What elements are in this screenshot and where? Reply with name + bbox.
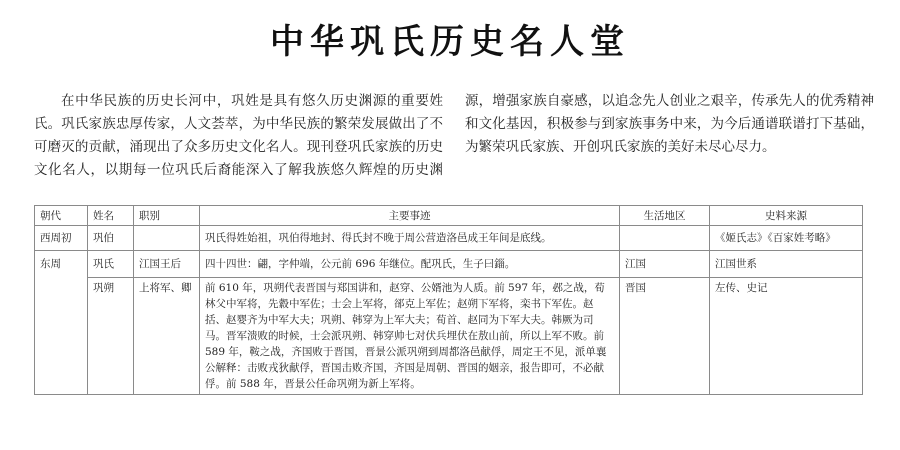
table-row: [35, 226, 863, 251]
table-header-row: [35, 206, 863, 226]
cell-source: 江国世系: [710, 251, 863, 278]
page-title: 中华巩氏历史名人堂: [270, 22, 630, 62]
header-events: 主要事迹: [200, 206, 620, 226]
table-row: [35, 251, 863, 278]
cell-events: 四十四世：翩，字仲端，公元前 696 年继位。配巩氏，生子曰錙。: [200, 251, 620, 278]
cell-region: 江国: [620, 251, 710, 278]
header-source: 史料来源: [710, 206, 863, 226]
cell-events: 前 610 年，巩朔代表晋国与郑国讲和，赵穿、公婿池为人质。前 597 年，邲之战，荀林父中军将，先縠中军佐；士会上军将，郤克上军佐；赵朔下军将，栾书下军佐。赵括、赵婴齐为中军大夫；巩朔、韩穿为上军大夫；荀首、赵同为下军大夫。韩厥为司马。晋军溃败的时候，士会派巩朔、韩穿帅七对伏兵埋伏在敖山前，所以上军不败。前 589 年，鞍之战，齐国败于晋国，晋景公派巩朔到周都洛邑献俘，周定王不见，派单襄公解释：击败戎狄献俘，晋国击败齐国，齐国是周朝、晋国的姻亲，报告即可，不必献俘。前 588 年，晋景公任命巩朔为新上军将。: [200, 278, 620, 395]
cell-title: [134, 226, 200, 251]
intro-text: [34, 90, 874, 190]
famous-people-table: [34, 205, 863, 395]
cell-name: 巩氏: [88, 251, 134, 278]
cell-dynasty: 东周: [35, 251, 88, 395]
header-name: 姓名: [88, 206, 134, 226]
intro-paragraph: 在中华民族的历史长河中，巩姓是具有悠久历史渊源的重要姓氏。巩氏家族忠厚传家，人文荟萃，为中华民族的繁荣发展做出了不可磨灭的贡献，涌现出了众多历史文化名人。现刊登巩氏家族的历史文化名人，以期每一位巩氏后裔能深入了解我族悠久辉煌的历史渊源，增强家族自豪感，以追念先人创业之艰辛，传承先人的优秀精神和文化基因，积极参与到家族事务中来，为今后通谱联谱打下基础，为繁荣巩氏家族、开创巩氏家族的美好未尽心尽力。: [34, 93, 874, 178]
cell-source: 《姬氏志》《百家姓考略》: [710, 226, 863, 251]
cell-title: 上将军、卿: [134, 278, 200, 395]
header-title: 职别: [134, 206, 200, 226]
cell-events: 巩氏得姓始祖，巩伯得地封、得氏封不晚于周公营造洛邑成王年间是底线。: [200, 226, 620, 251]
header-region: 生活地区: [620, 206, 710, 226]
table-row: [35, 278, 863, 395]
cell-region: [620, 226, 710, 251]
cell-dynasty: 西周初: [35, 226, 88, 251]
header-dynasty: 朝代: [35, 206, 88, 226]
cell-name: 巩朔: [88, 278, 134, 395]
cell-region: 晋国: [620, 278, 710, 395]
cell-name: 巩伯: [88, 226, 134, 251]
cell-source: 左传、史记: [710, 278, 863, 395]
cell-title: 江国王后: [134, 251, 200, 278]
